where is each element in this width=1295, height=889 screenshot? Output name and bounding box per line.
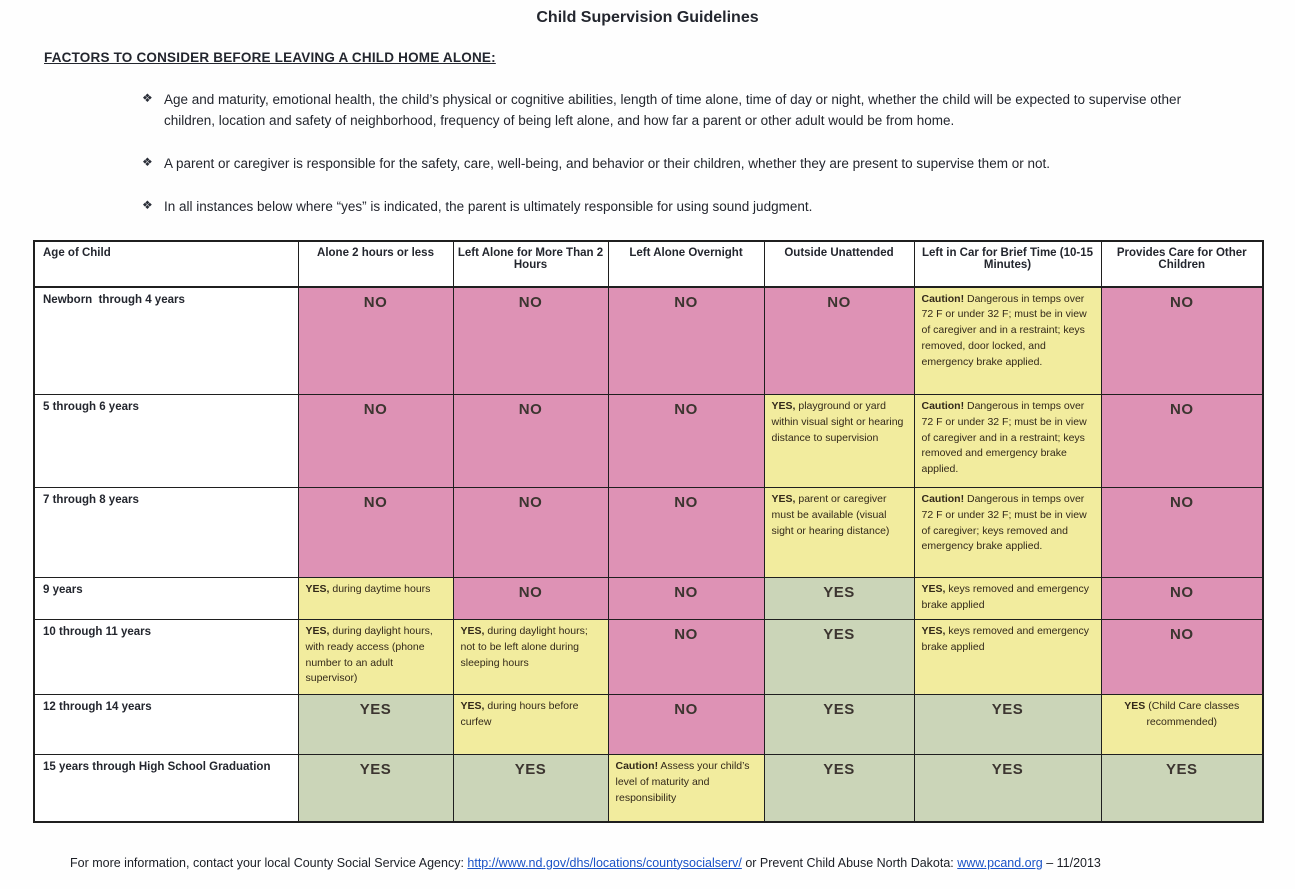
table-head (34, 241, 1263, 287)
cell-prefix: Caution! (921, 493, 965, 506)
table-cell: NO (1101, 395, 1263, 488)
table-cell: YES (1101, 755, 1263, 822)
table-row (34, 755, 1263, 822)
footer-text: or Prevent Child Abuse North Dakota: (741, 855, 958, 870)
age-cell: 12 through 14 years (34, 695, 298, 755)
table-row (34, 620, 1263, 695)
table-cell: Caution! Assess your child’s level of maturity and responsibility (608, 755, 764, 822)
table-cell: NO (453, 287, 608, 395)
bullet-item (142, 154, 1295, 175)
bullet-text: A parent or caregiver is responsible for the safety, care, well-being, and behavior or their children, whether they are present to supervise them or not. (164, 155, 1050, 171)
column-header: Alone 2 hours or less (298, 241, 453, 287)
cell-prefix: YES, (305, 625, 330, 638)
column-header: Left Alone Overnight (608, 241, 764, 287)
table-cell: NO (608, 695, 764, 755)
table-cell: Caution! Dangerous in temps over 72 F or under 32 F; must be in view of caregiver and in a restraint; keys removed and emergency brake applied. (914, 395, 1101, 488)
table-row (34, 287, 1263, 395)
table-cell: YES (764, 620, 914, 695)
table-cell: YES (298, 755, 453, 822)
cell-prefix: YES, (305, 583, 330, 596)
table-cell: YES (764, 755, 914, 822)
table-cell: YES, during daytime hours (298, 578, 453, 620)
table-cell: YES (453, 755, 608, 822)
age-cell: 7 through 8 years (34, 488, 298, 578)
footer-text: For more information, contact your local County Social Service Agency: (70, 855, 468, 870)
table-cell: YES (Child Care classes recommended) (1101, 695, 1263, 755)
column-header: Outside Unattended (764, 241, 914, 287)
table-cell: NO (608, 488, 764, 578)
table-cell: NO (298, 287, 453, 395)
footer-link[interactable]: http://www.nd.gov/dhs/locations/countysocialserv/ (467, 855, 742, 870)
column-header: Left in Car for Brief Time (10-15 Minutes) (914, 241, 1101, 287)
column-header: Provides Care for Other Children (1101, 241, 1263, 287)
table-cell: NO (608, 287, 764, 395)
cell-prefix: YES, (921, 625, 946, 638)
table-cell: NO (298, 488, 453, 578)
table-row (34, 578, 1263, 620)
cell-prefix: Caution! (921, 400, 965, 413)
table-cell: YES, keys removed and emergency brake applied (914, 578, 1101, 620)
table-cell: YES (298, 695, 453, 755)
cell-prefix: Caution! (615, 760, 659, 773)
table-cell: NO (453, 488, 608, 578)
column-header: Age of Child (34, 241, 298, 287)
table-cell: YES (914, 755, 1101, 822)
table-cell: YES (764, 578, 914, 620)
age-cell: 15 years through High School Graduation (34, 755, 298, 822)
age-cell: 5 through 6 years (34, 395, 298, 488)
table-cell: NO (608, 395, 764, 488)
footer-note (70, 856, 1295, 870)
cell-prefix: YES, (460, 700, 485, 713)
table-row (34, 395, 1263, 488)
cell-prefix: YES (1124, 700, 1146, 713)
bullet-list (142, 90, 1295, 218)
table-cell: NO (1101, 287, 1263, 395)
cell-prefix: YES, (771, 400, 796, 413)
table-cell: NO (453, 578, 608, 620)
bullet-item (142, 197, 1295, 218)
table-cell: NO (608, 620, 764, 695)
bullet-diamond-icon: ❖ (142, 154, 153, 169)
age-cell: 10 through 11 years (34, 620, 298, 695)
cell-prefix: YES, (771, 493, 796, 506)
cell-prefix: YES, (921, 583, 946, 596)
table-cell: YES (764, 695, 914, 755)
age-cell: Newborn through 4 years (34, 287, 298, 395)
table-body (34, 287, 1263, 822)
table-cell: YES, parent or caregiver must be available (visual sight or hearing distance) (764, 488, 914, 578)
column-header: Left Alone for More Than 2 Hours (453, 241, 608, 287)
table-cell: NO (453, 395, 608, 488)
age-cell: 9 years (34, 578, 298, 620)
table-cell: NO (1101, 578, 1263, 620)
table-cell: YES, keys removed and emergency brake applied (914, 620, 1101, 695)
footer-link[interactable]: www.pcand.org (957, 855, 1043, 870)
footer-text: – 11/2013 (1042, 855, 1101, 870)
table-cell: NO (1101, 488, 1263, 578)
cell-prefix: YES, (460, 625, 485, 638)
table-cell: YES, during daylight hours; not to be left alone during sleeping hours (453, 620, 608, 695)
bullet-text: In all instances below where “yes” is indicated, the parent is ultimately responsible for using sound judgment. (164, 198, 813, 214)
page-title: Child Supervision Guidelines (536, 9, 759, 26)
bullet-text: Age and maturity, emotional health, the child’s physical or cognitive abilities, length of time alone, time of day or night, whether the child will be expected to supervise other children, location and safety of neighborhood, frequency of being left alone, and how far a parent or other adult would be from home. (164, 92, 1182, 128)
table-cell: NO (298, 395, 453, 488)
table-cell: YES, during daylight hours, with ready access (phone number to an adult supervisor) (298, 620, 453, 695)
cell-prefix: Caution! (921, 292, 965, 305)
table-cell: YES, during hours before curfew (453, 695, 608, 755)
table-cell: YES (914, 695, 1101, 755)
bullet-diamond-icon: ❖ (142, 91, 153, 105)
table-cell: YES, playground or yard within visual sight or hearing distance to supervision (764, 395, 914, 488)
table-header-row (34, 241, 1263, 287)
table-cell: NO (1101, 620, 1263, 695)
table-cell: Caution! Dangerous in temps over 72 F or under 32 F; must be in view of caregiver and in a restraint; keys removed, door locked, and emergency brake applied. (914, 287, 1101, 395)
bullet-item (142, 90, 1295, 132)
table-cell: NO (608, 578, 764, 620)
table-row (34, 488, 1263, 578)
bullet-diamond-icon: ❖ (142, 197, 153, 212)
section-heading: FACTORS TO CONSIDER BEFORE LEAVING A CHILD HOME ALONE: (44, 50, 496, 65)
table-cell: Caution! Dangerous in temps over 72 F or under 32 F; must be in view of caregiver; keys removed and emergency brake applied. (914, 488, 1101, 578)
table-row (34, 695, 1263, 755)
table-cell: NO (764, 287, 914, 395)
supervision-table (33, 240, 1264, 823)
